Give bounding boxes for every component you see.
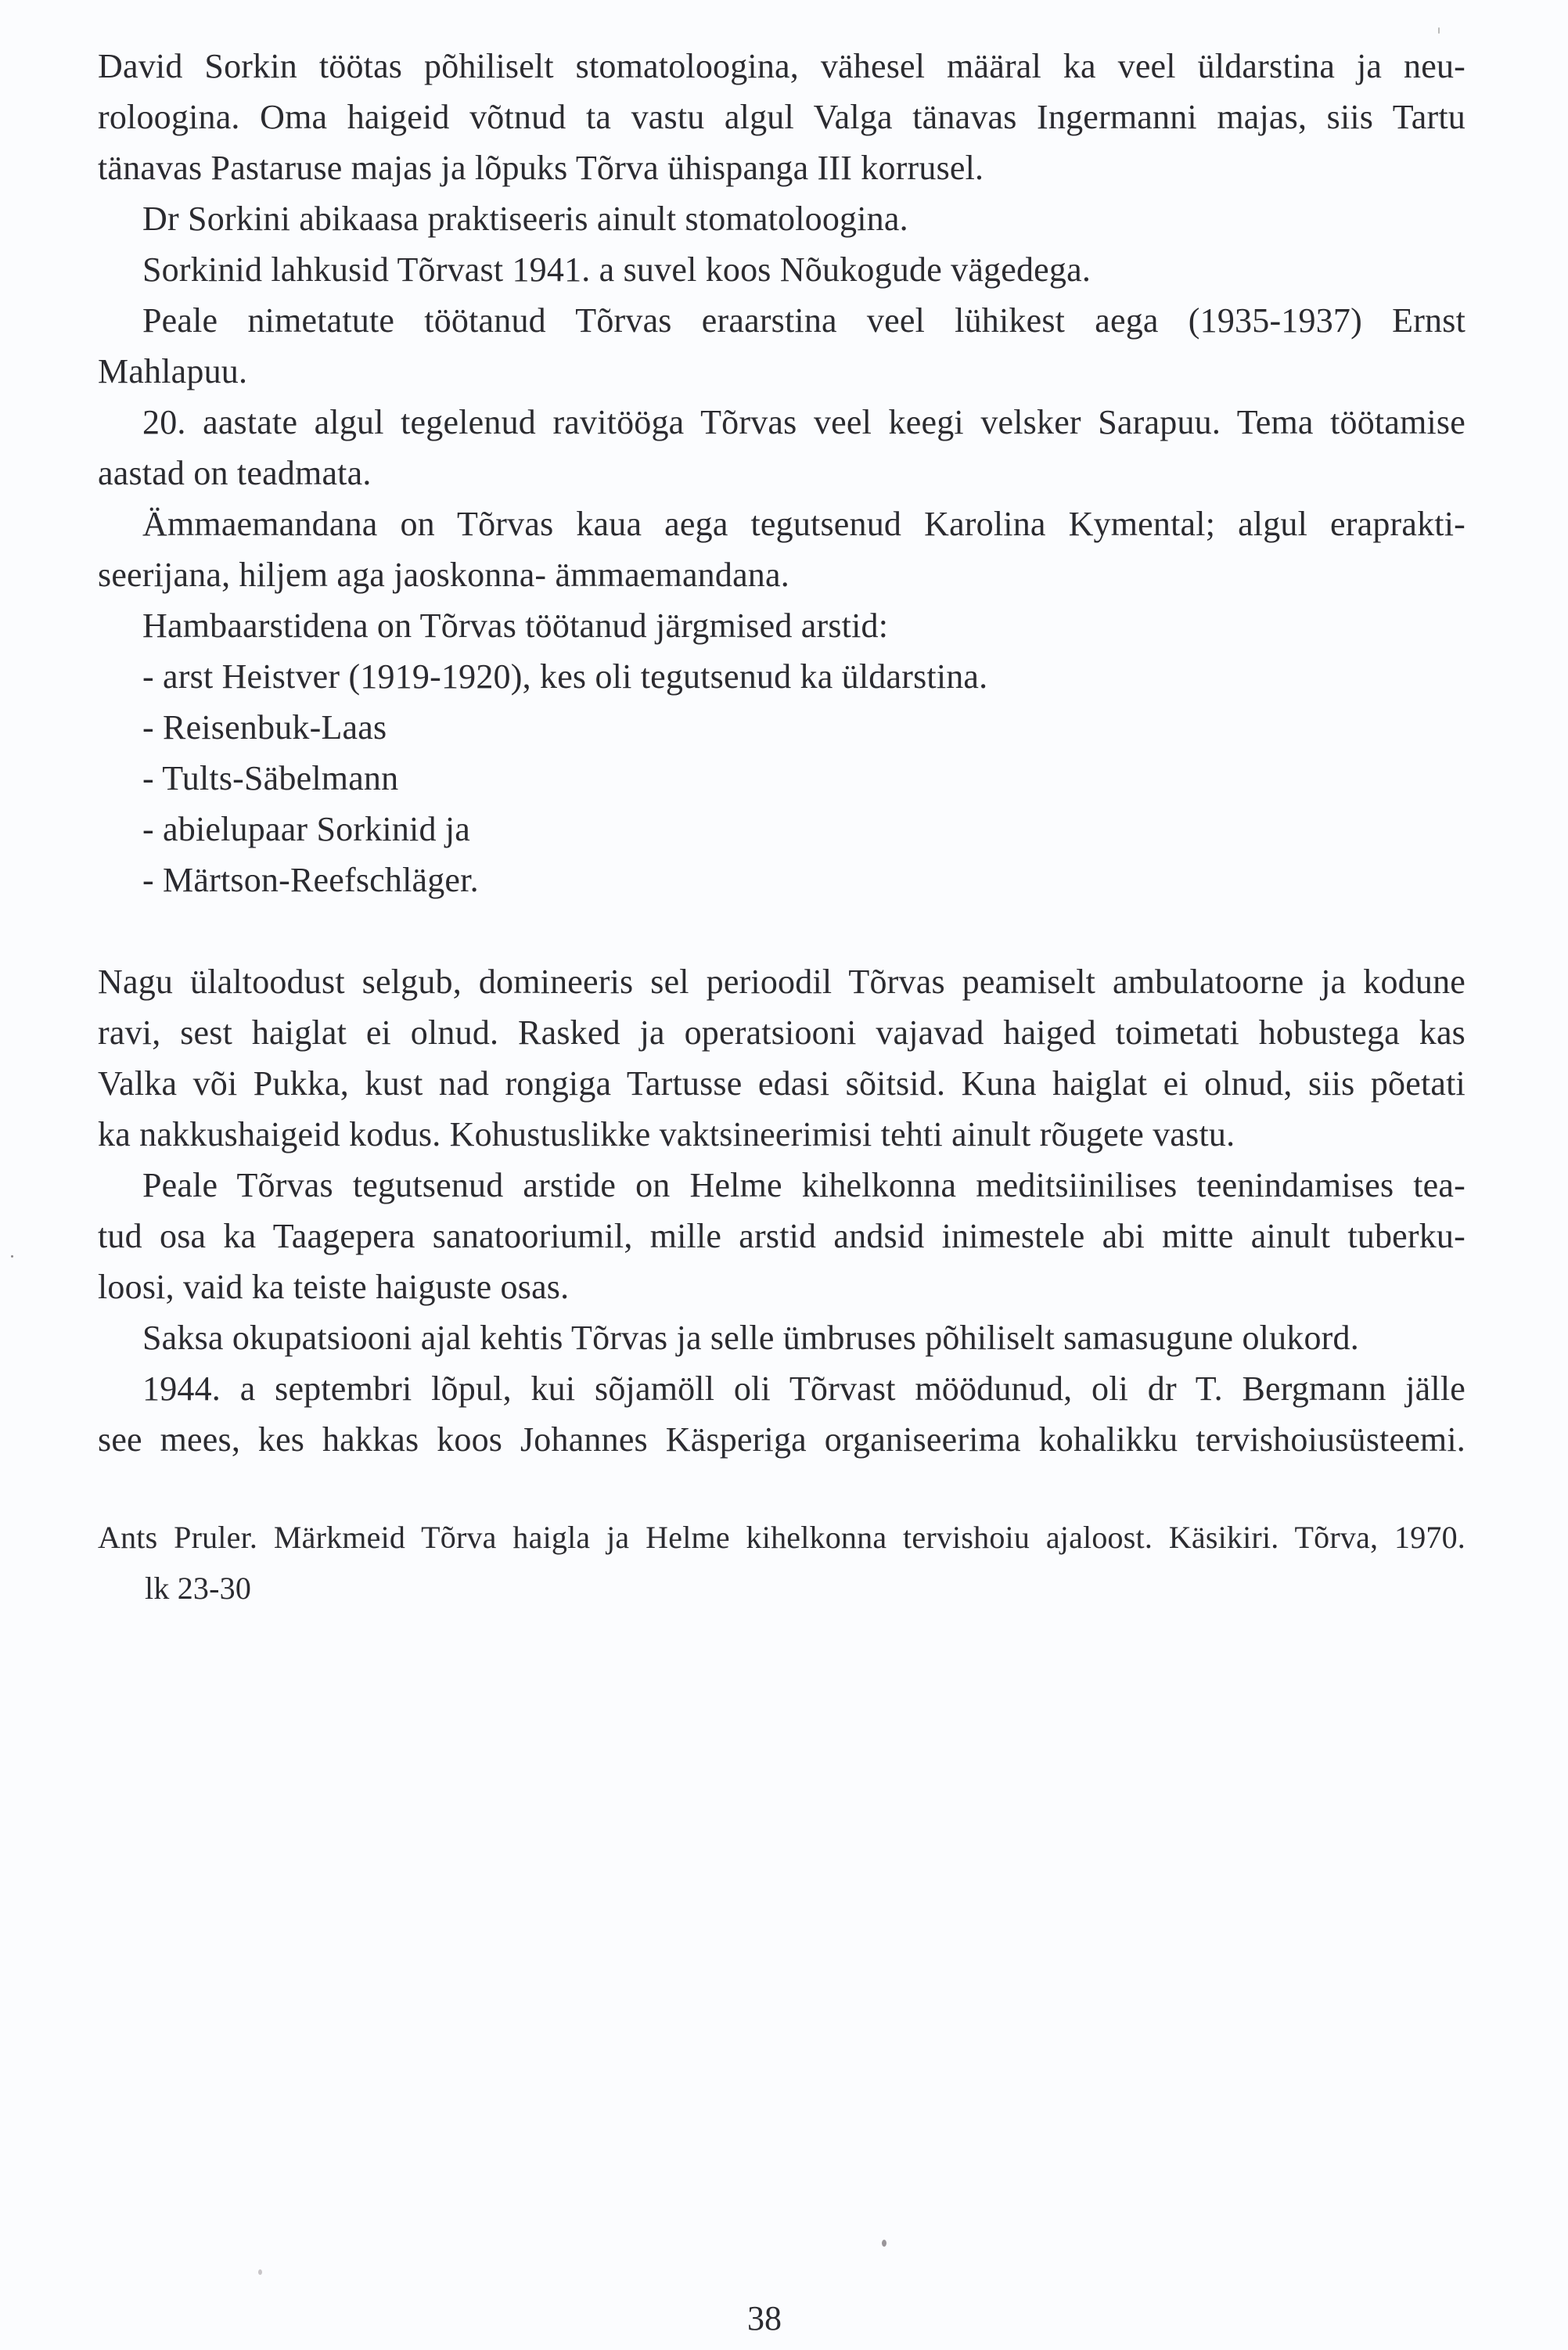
text-line: Valka või Pukka, kust nad rongiga Tartusse edasi sõitsid. Kuna haiglat ei olnud, siis põetati	[98, 1064, 1466, 1103]
list-heading-hambaarstid: Hambaarstidena on Tõrvas töötanud järgmised arstid:	[142, 606, 889, 645]
list-item: - Tults-Säbelmann	[142, 759, 399, 797]
text-line: 1944. a septembri lõpul, kui sõjamöll oli Tõrvast möödunud, oli dr T. Bergmann jälle	[142, 1369, 1466, 1408]
source-reference	[98, 1512, 1466, 1614]
list-item: - Reisenbuk-Laas	[142, 708, 387, 747]
dentist-list	[98, 651, 1466, 905]
text-line: Nagu ülaltoodust selgub, domineeris sel perioodil Tõrvas peamiselt ambulatoorne ja kodune	[98, 963, 1466, 1001]
text-line: tud osa ka Taagepera sanatooriumil, mille arstid andsid inimestele abi mitte ainult tuberku-	[98, 1217, 1466, 1255]
list-item: - Märtson-Reefschläger.	[142, 861, 479, 899]
paragraph-taagepera	[98, 1160, 1466, 1312]
scan-speck	[1438, 27, 1440, 34]
paragraph-nagu	[98, 956, 1466, 1160]
paragraph-sorkin	[98, 41, 1466, 193]
text-column	[98, 41, 1466, 1614]
text-line: Peale Tõrvas tegutsenud arstide on Helme kihelkonna meditsiinilises teenindamises tea-	[142, 1166, 1466, 1204]
text-line: ravi, sest haiglat ei olnud. Rasked ja operatsiooni vajavad haiged toimetati hobustega kas	[98, 1013, 1466, 1052]
paragraph-sorkini-abikaasa: Dr Sorkini abikaasa praktiseeris ainult stomatoloogina.	[142, 200, 908, 238]
scan-speck	[258, 2269, 262, 2275]
paragraph-saksa-okupatsioon: Saksa okupatsiooni ajal kehtis Tõrvas ja selle ümbruses põhiliselt samasugune olukord.	[142, 1319, 1359, 1357]
scan-speck	[11, 1255, 13, 1258]
text-line: Ämmaemandana on Tõrvas kaua aega tegutsenud Karolina Kymental; algul eraprakti-	[142, 505, 1466, 543]
text-line: seerijana, hiljem aga jaoskonna- ämmaemandana.	[98, 556, 789, 594]
page-number: 38	[747, 2299, 782, 2337]
text-line: 20. aastate algul tegelenud ravitööga Tõrvas veel keegi velsker Sarapuu. Tema töötamise	[142, 403, 1466, 441]
list-item: - arst Heistver (1919-1920), kes oli tegutsenud ka üldarstina.	[142, 657, 988, 696]
paragraph-sarapuu	[98, 397, 1466, 498]
text-line: Peale nimetatute töötanud Tõrvas eraarstina veel lühikest aega (1935-1937) Ernst	[142, 301, 1466, 340]
text-line: tänavas Pastaruse majas ja lõpuks Tõrva ühispanga III korrusel.	[98, 149, 984, 187]
list-item: - abielupaar Sorkinid ja	[142, 810, 470, 848]
scan-speck	[882, 2240, 886, 2247]
reference-pages: lk 23-30	[145, 1571, 252, 1606]
text-line: David Sorkin töötas põhiliselt stomatoloogina, vähesel määral ka veel üldarstina ja neu-	[98, 47, 1466, 85]
text-line: loosi, vaid ka teiste haiguste osas.	[98, 1268, 570, 1306]
paragraph-1944	[98, 1363, 1466, 1465]
paragraph-mahlapuu	[98, 295, 1466, 397]
text-line: see mees, kes hakkas koos Johannes Käsperiga organiseerima kohalikku tervishoiusüsteemi.	[98, 1420, 1466, 1459]
paragraph-sorkinid-lahkusid: Sorkinid lahkusid Tõrvast 1941. a suvel koos Nõukogude vägedega.	[142, 250, 1091, 289]
paragraph-kymental	[98, 498, 1466, 600]
reference-citation: Ants Pruler. Märkmeid Tõrva haigla ja Helme kihelkonna tervishoiu ajaloost. Käsikiri. Tõrva, 1970.	[98, 1520, 1466, 1555]
text-line: aastad on teadmata.	[98, 454, 372, 492]
text-line: roloogina. Oma haigeid võtnud ta vastu algul Valga tänavas Ingermanni majas, siis Tartu	[98, 98, 1466, 136]
text-line: ka nakkushaigeid kodus. Kohustuslikke vaktsineerimisi tehti ainult rõugete vastu.	[98, 1115, 1235, 1153]
section-gap	[98, 905, 1466, 956]
text-line: Mahlapuu.	[98, 352, 248, 390]
